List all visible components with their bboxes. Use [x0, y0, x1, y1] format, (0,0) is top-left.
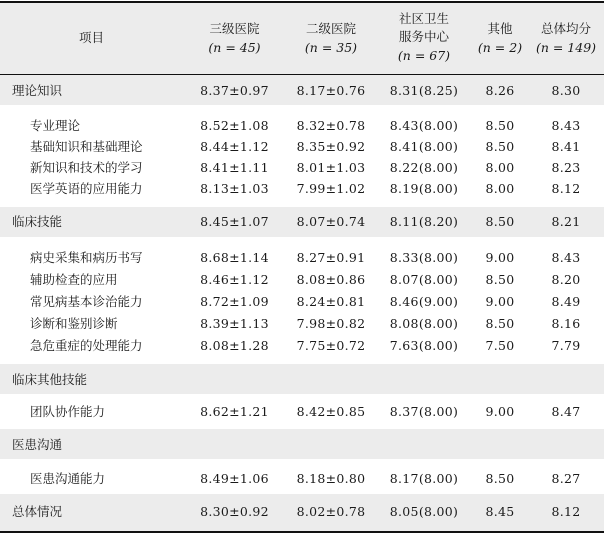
row-value: 8.24±0.81 [296, 294, 366, 309]
row-value: 8.49±1.06 [200, 471, 269, 486]
row-value: 8.17(8.00) [389, 471, 459, 486]
row-value: 8.43(8.00) [389, 118, 459, 133]
section-label: 临床技能 [12, 214, 63, 229]
row-value: 8.62±1.21 [200, 404, 269, 419]
section-value: 8.26 [485, 83, 515, 98]
row-value: 8.50 [485, 471, 515, 486]
top-rule [0, 1, 604, 3]
section-value: 8.21 [551, 214, 581, 229]
section-value: 8.50 [485, 214, 515, 229]
row-value: 8.08±1.28 [200, 338, 269, 353]
header-col5-title: 总体均分 [540, 21, 591, 36]
row-label: 急危重症的处理能力 [30, 338, 143, 353]
row-value: 8.49 [551, 294, 581, 309]
section-band [0, 364, 604, 394]
section-value: 8.02±0.78 [296, 504, 366, 519]
row-value: 8.20 [551, 272, 581, 287]
row-label: 基础知识和基础理论 [30, 139, 143, 154]
row-value: 8.37(8.00) [389, 404, 459, 419]
row-value: 7.50 [485, 338, 515, 353]
section-label: 临床其他技能 [12, 372, 88, 387]
row-value: 8.46(9.00) [389, 294, 459, 309]
section-label: 医患沟通 [12, 437, 63, 452]
row-value: 8.13±1.03 [200, 181, 269, 196]
row-value: 8.01±1.03 [296, 160, 366, 175]
bottom-rule [0, 531, 604, 533]
row-value: 8.68±1.14 [200, 250, 269, 265]
header-col4-title: 其他 [487, 21, 513, 36]
row-label: 医学英语的应用能力 [30, 181, 143, 196]
header-col2-title: 二级医院 [305, 21, 356, 36]
row-label: 团队协作能力 [30, 404, 106, 419]
section-value: 8.07±0.74 [296, 214, 366, 229]
row-value: 8.50 [485, 139, 515, 154]
row-value: 8.12 [551, 181, 581, 196]
section-value: 8.30 [551, 83, 581, 98]
section-value: 8.05(8.00) [389, 504, 459, 519]
row-value: 8.08±0.86 [296, 272, 366, 287]
row-value: 8.07(8.00) [389, 272, 459, 287]
row-value: 8.44±1.12 [200, 139, 269, 154]
row-value: 8.35±0.92 [296, 139, 366, 154]
section-band [0, 429, 604, 459]
row-value: 7.75±0.72 [296, 338, 366, 353]
section-value: 8.12 [551, 504, 581, 519]
row-value: 8.18±0.80 [296, 471, 366, 486]
row-value: 8.72±1.09 [200, 294, 269, 309]
row-value: 8.00 [485, 181, 515, 196]
row-value: 8.41±1.11 [200, 160, 269, 175]
row-value: 7.79 [551, 338, 581, 353]
section-value: 8.30±0.92 [200, 504, 269, 519]
row-value: 8.52±1.08 [200, 118, 269, 133]
row-value: 8.46±1.12 [200, 272, 269, 287]
row-value: 7.99±1.02 [296, 181, 366, 196]
header-item: 项目 [78, 30, 104, 45]
row-value: 7.98±0.82 [296, 316, 366, 331]
row-label: 新知识和技术的学习 [30, 160, 143, 175]
row-value: 8.42±0.85 [296, 404, 366, 419]
header-col3-title-line1: 社区卫生 [398, 11, 449, 26]
row-value: 8.00 [485, 160, 515, 175]
header-col3-title-line2: 服务中心 [398, 29, 449, 44]
section-label: 理论知识 [12, 83, 63, 98]
header-col1-title: 三级医院 [209, 21, 260, 36]
row-value: 8.39±1.13 [200, 316, 269, 331]
section-value: 8.17±0.76 [296, 83, 366, 98]
row-value: 8.27 [551, 471, 581, 486]
row-value: 8.19(8.00) [389, 181, 459, 196]
header-col4-n: (n = 2) [477, 40, 523, 55]
row-value: 9.00 [485, 294, 515, 309]
section-value: 8.45 [485, 504, 515, 519]
header-col3-n: (n = 67) [397, 48, 451, 63]
row-value: 8.41(8.00) [389, 139, 459, 154]
row-value: 8.50 [485, 272, 515, 287]
row-label: 常见病基本诊治能力 [30, 294, 143, 309]
section-value: 8.11(8.20) [389, 214, 459, 229]
row-value: 8.50 [485, 118, 515, 133]
row-value: 8.43 [551, 118, 581, 133]
section-label: 总体情况 [12, 504, 63, 519]
row-label: 医患沟通能力 [30, 471, 106, 486]
row-label: 辅助检查的应用 [30, 272, 118, 287]
section-value: 8.45±1.07 [200, 214, 269, 229]
header-col1-n: (n = 45) [208, 40, 261, 55]
row-value: 8.50 [485, 316, 515, 331]
row-value: 8.47 [551, 404, 581, 419]
row-value: 8.32±0.78 [296, 118, 366, 133]
row-value: 8.22(8.00) [389, 160, 459, 175]
row-value: 9.00 [485, 250, 515, 265]
header-col2-n: (n = 35) [304, 40, 358, 55]
row-value: 8.33(8.00) [389, 250, 459, 265]
row-value: 8.41 [551, 139, 581, 154]
row-value: 8.43 [551, 250, 581, 265]
row-value: 9.00 [485, 404, 515, 419]
section-value: 8.37±0.97 [200, 83, 269, 98]
row-label: 病史采集和病历书写 [30, 250, 143, 265]
row-value: 7.63(8.00) [389, 338, 459, 353]
header-col5-n: (n = 149) [535, 40, 597, 55]
row-value: 8.08(8.00) [389, 316, 459, 331]
section-value: 8.31(8.25) [389, 83, 459, 98]
row-label: 专业理论 [30, 118, 81, 133]
row-label: 诊断和鉴别诊断 [30, 316, 118, 331]
row-value: 8.27±0.91 [296, 250, 366, 265]
row-value: 8.16 [551, 316, 581, 331]
row-value: 8.23 [551, 160, 581, 175]
